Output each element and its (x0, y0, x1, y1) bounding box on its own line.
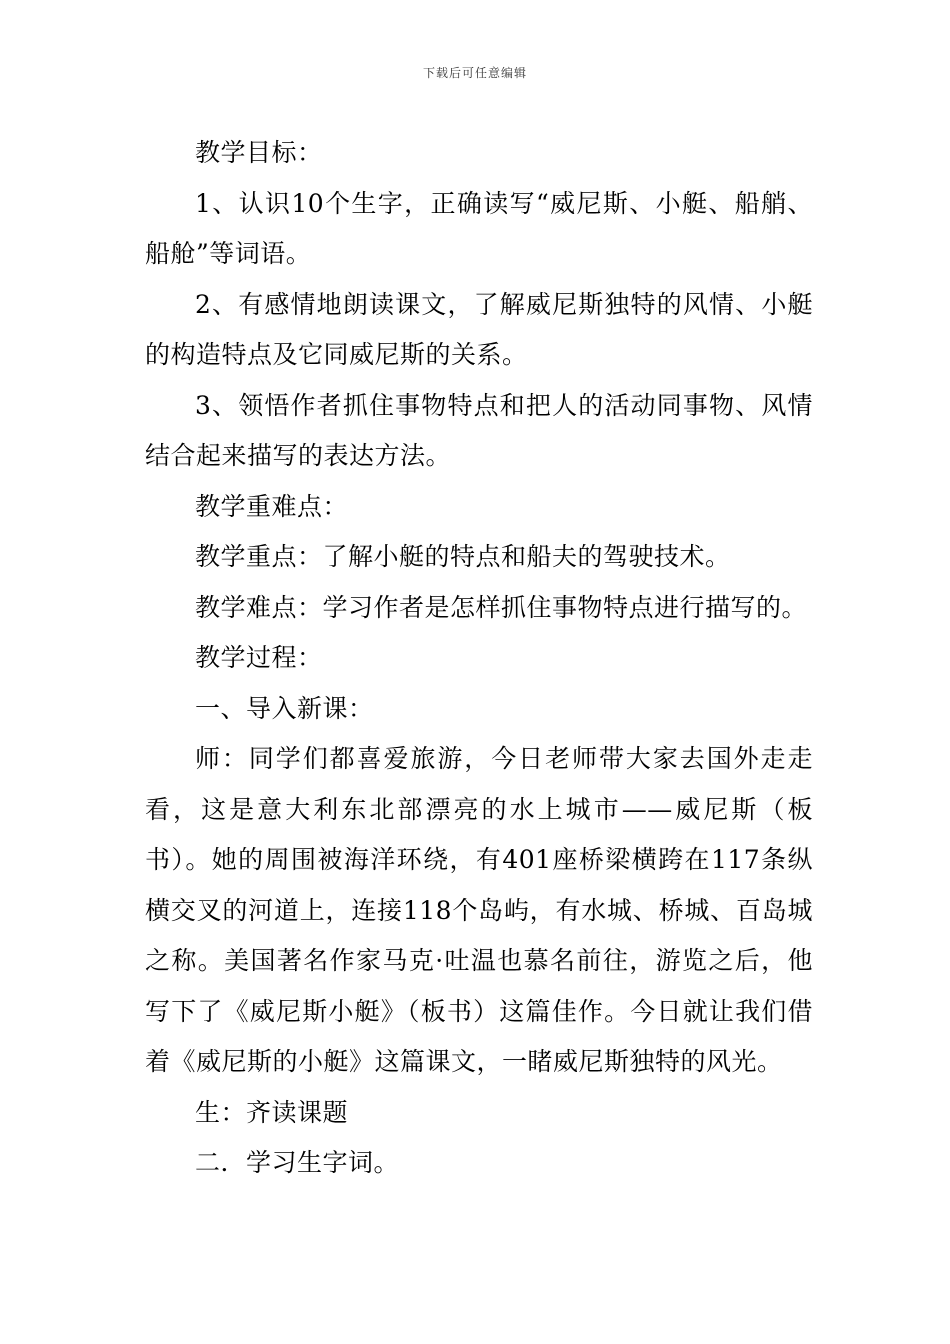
heading-teaching-goals: 教学目标： (195, 138, 323, 167)
teacher-intro-paragraph: 师：同学们都喜爱旅游，今日老师带大家去国外走走看，这是意大利东北部漂亮的水上城市——威尼斯（板书）。她的周围被海洋环绕，有401座桥梁横跨在117条纵横交叉的河道上，连接118个岛屿，有水城、桥城、百岛城之称。美国著名作家马克·吐温也慕名前往，游览之后，他写下了《威尼斯小艇》（板书）这篇佳作。今日就让我们借着《威尼斯的小艇》这篇课文，一睹威尼斯独特的风光。 (145, 744, 813, 1076)
goal-item-1: 1、认识10个生字，正确读写“威尼斯、小艇、船艄、船舱”等词语。 (145, 188, 813, 268)
section-2-title: 二．学习生字词。 (195, 1148, 400, 1177)
page-header: 下载后可任意编辑 (422, 66, 527, 80)
heading-teaching-process: 教学过程： (195, 643, 323, 672)
key-point: 教学重点：了解小艇的特点和船夫的驾驶技术。 (195, 542, 731, 571)
student-reading: 生：齐读课题 (195, 1097, 349, 1127)
goal-item-2: 2、有感情地朗读课文，了解威尼斯独特的风情、小艇的构造特点及它同威尼斯的关系。 (145, 289, 813, 369)
heading-key-difficult-points: 教学重难点： (195, 491, 349, 521)
difficult-point: 教学难点：学习作者是怎样抓住事物特点进行描写的。 (195, 592, 808, 622)
document-body (145, 128, 813, 1189)
section-1-title: 一、导入新课： (195, 693, 374, 723)
goal-item-3: 3、领悟作者抓住事物特点和把人的活动同事物、风情结合起来描写的表达方法。 (145, 390, 813, 470)
